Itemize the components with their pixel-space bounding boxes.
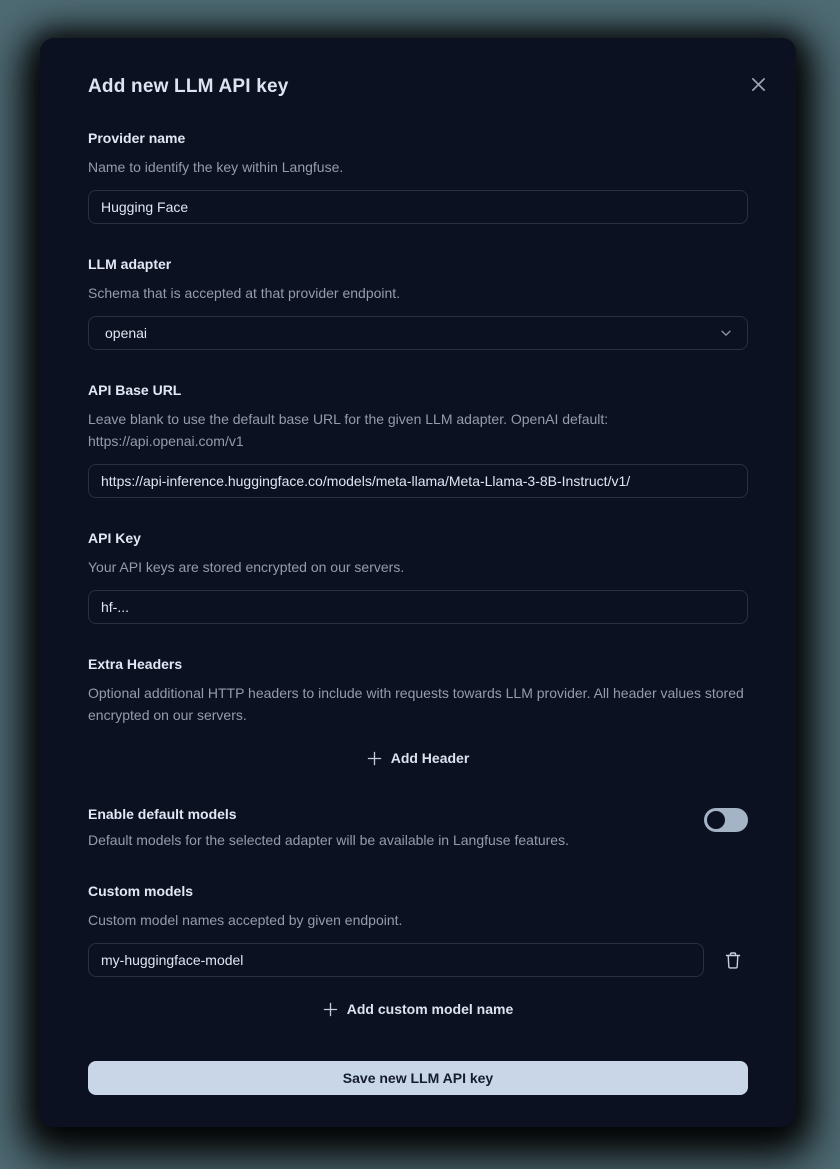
llm-adapter-select[interactable]	[88, 316, 748, 350]
extra-headers-field	[88, 656, 748, 772]
custom-models-label: Custom models	[88, 883, 194, 899]
extra-headers-label: Extra Headers	[88, 656, 183, 672]
provider-name-input[interactable]	[88, 190, 748, 224]
plus-icon	[323, 1002, 338, 1017]
provider-name-description: Name to identify the key within Langfuse.	[88, 159, 344, 175]
add-llm-api-key-dialog	[40, 38, 796, 1127]
enable-default-models-field	[88, 806, 748, 851]
custom-models-field	[88, 883, 748, 1023]
provider-name-label: Provider name	[88, 130, 186, 146]
api-base-url-field	[88, 382, 748, 498]
llm-adapter-description: Schema that is accepted at that provider endpoint.	[88, 285, 401, 301]
close-button[interactable]	[744, 70, 772, 98]
plus-icon	[367, 751, 382, 766]
api-key-input[interactable]	[88, 590, 748, 624]
dialog-header	[88, 76, 748, 98]
api-key-label: API Key	[88, 530, 141, 546]
dialog-title: Add new LLM API key	[88, 76, 289, 97]
add-custom-model-button[interactable]	[313, 995, 523, 1023]
enable-default-models-description: Default models for the selected adapter will be available in Langfuse features.	[88, 832, 569, 848]
add-header-button-label: Add Header	[390, 750, 470, 766]
custom-model-name-input[interactable]	[88, 943, 704, 977]
chevron-down-icon	[719, 326, 733, 340]
llm-adapter-selected-value: openai	[105, 325, 148, 341]
add-header-button[interactable]	[357, 744, 480, 772]
save-new-llm-api-key-button[interactable]: Save new LLM API key	[88, 1061, 748, 1095]
enable-default-models-text	[88, 806, 569, 851]
custom-models-description: Custom model names accepted by given endpoint.	[88, 912, 403, 928]
provider-name-field	[88, 130, 748, 224]
toggle-knob	[707, 811, 725, 829]
extra-headers-description: Optional additional HTTP headers to include with requests towards LLM provider. All header values stored encrypted on our servers.	[88, 685, 744, 723]
api-base-url-description: Leave blank to use the default base URL for the given LLM adapter. OpenAI default: https://api.openai.com/v1	[88, 411, 609, 449]
custom-model-row	[88, 943, 748, 977]
api-key-description: Your API keys are stored encrypted on our servers.	[88, 559, 405, 575]
llm-adapter-field	[88, 256, 748, 350]
enable-default-models-label: Enable default models	[88, 806, 237, 822]
llm-adapter-label: LLM adapter	[88, 256, 172, 272]
delete-custom-model-button[interactable]	[718, 945, 748, 975]
api-base-url-input[interactable]	[88, 464, 748, 498]
api-key-field	[88, 530, 748, 624]
add-custom-model-button-label: Add custom model name	[346, 1001, 514, 1017]
api-base-url-label: API Base URL	[88, 382, 182, 398]
close-icon	[751, 77, 766, 92]
enable-default-models-toggle[interactable]	[704, 808, 748, 832]
trash-icon	[724, 951, 742, 970]
